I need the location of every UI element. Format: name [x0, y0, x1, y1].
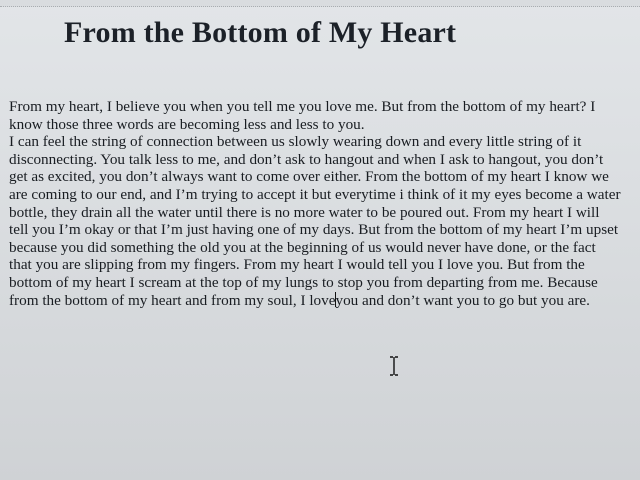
paragraph-1[interactable]: From my heart, I believe you when you tell me you love me. But from the bottom of my heart? I know those three words are becoming less and less to you. [9, 98, 596, 133]
paragraph-2-text[interactable]: I can feel the string of connection between us slowly wearing down and every little string of it disconnecting. You talk less to me, and don’t ask to hangout and when I ask to hangout, you don’t get as excited, you don’t always want to come over either. From the bottom of my heart I know we are coming to our end, and I’m trying to accept it but everytime i think of it my eyes become a water bottle, they drain all the water until there is no more water to be poured out. From my heart I will tell you I’m okay or that I’m just having one of my days. But from the bottom of my heart I’m upset because you did something the old you at the beginning of us would never have done, or the fact that you are slipping from my fingers. From my heart I would tell you I love you. But from the bottom of my heart I scream at the top of my lungs to stop you from departing from me. Because from the bottom of my heart and from my soul, I love [9, 133, 621, 309]
ibeam-mouse-cursor-icon [389, 356, 399, 376]
document-body[interactable] [9, 98, 621, 309]
paragraph-2[interactable] [9, 133, 621, 309]
document-page[interactable] [0, 6, 640, 480]
document-title[interactable]: From the Bottom of My Heart [64, 16, 457, 49]
paragraph-2-text-after-cursor[interactable]: you and don’t want you to go but you are. [335, 291, 590, 309]
